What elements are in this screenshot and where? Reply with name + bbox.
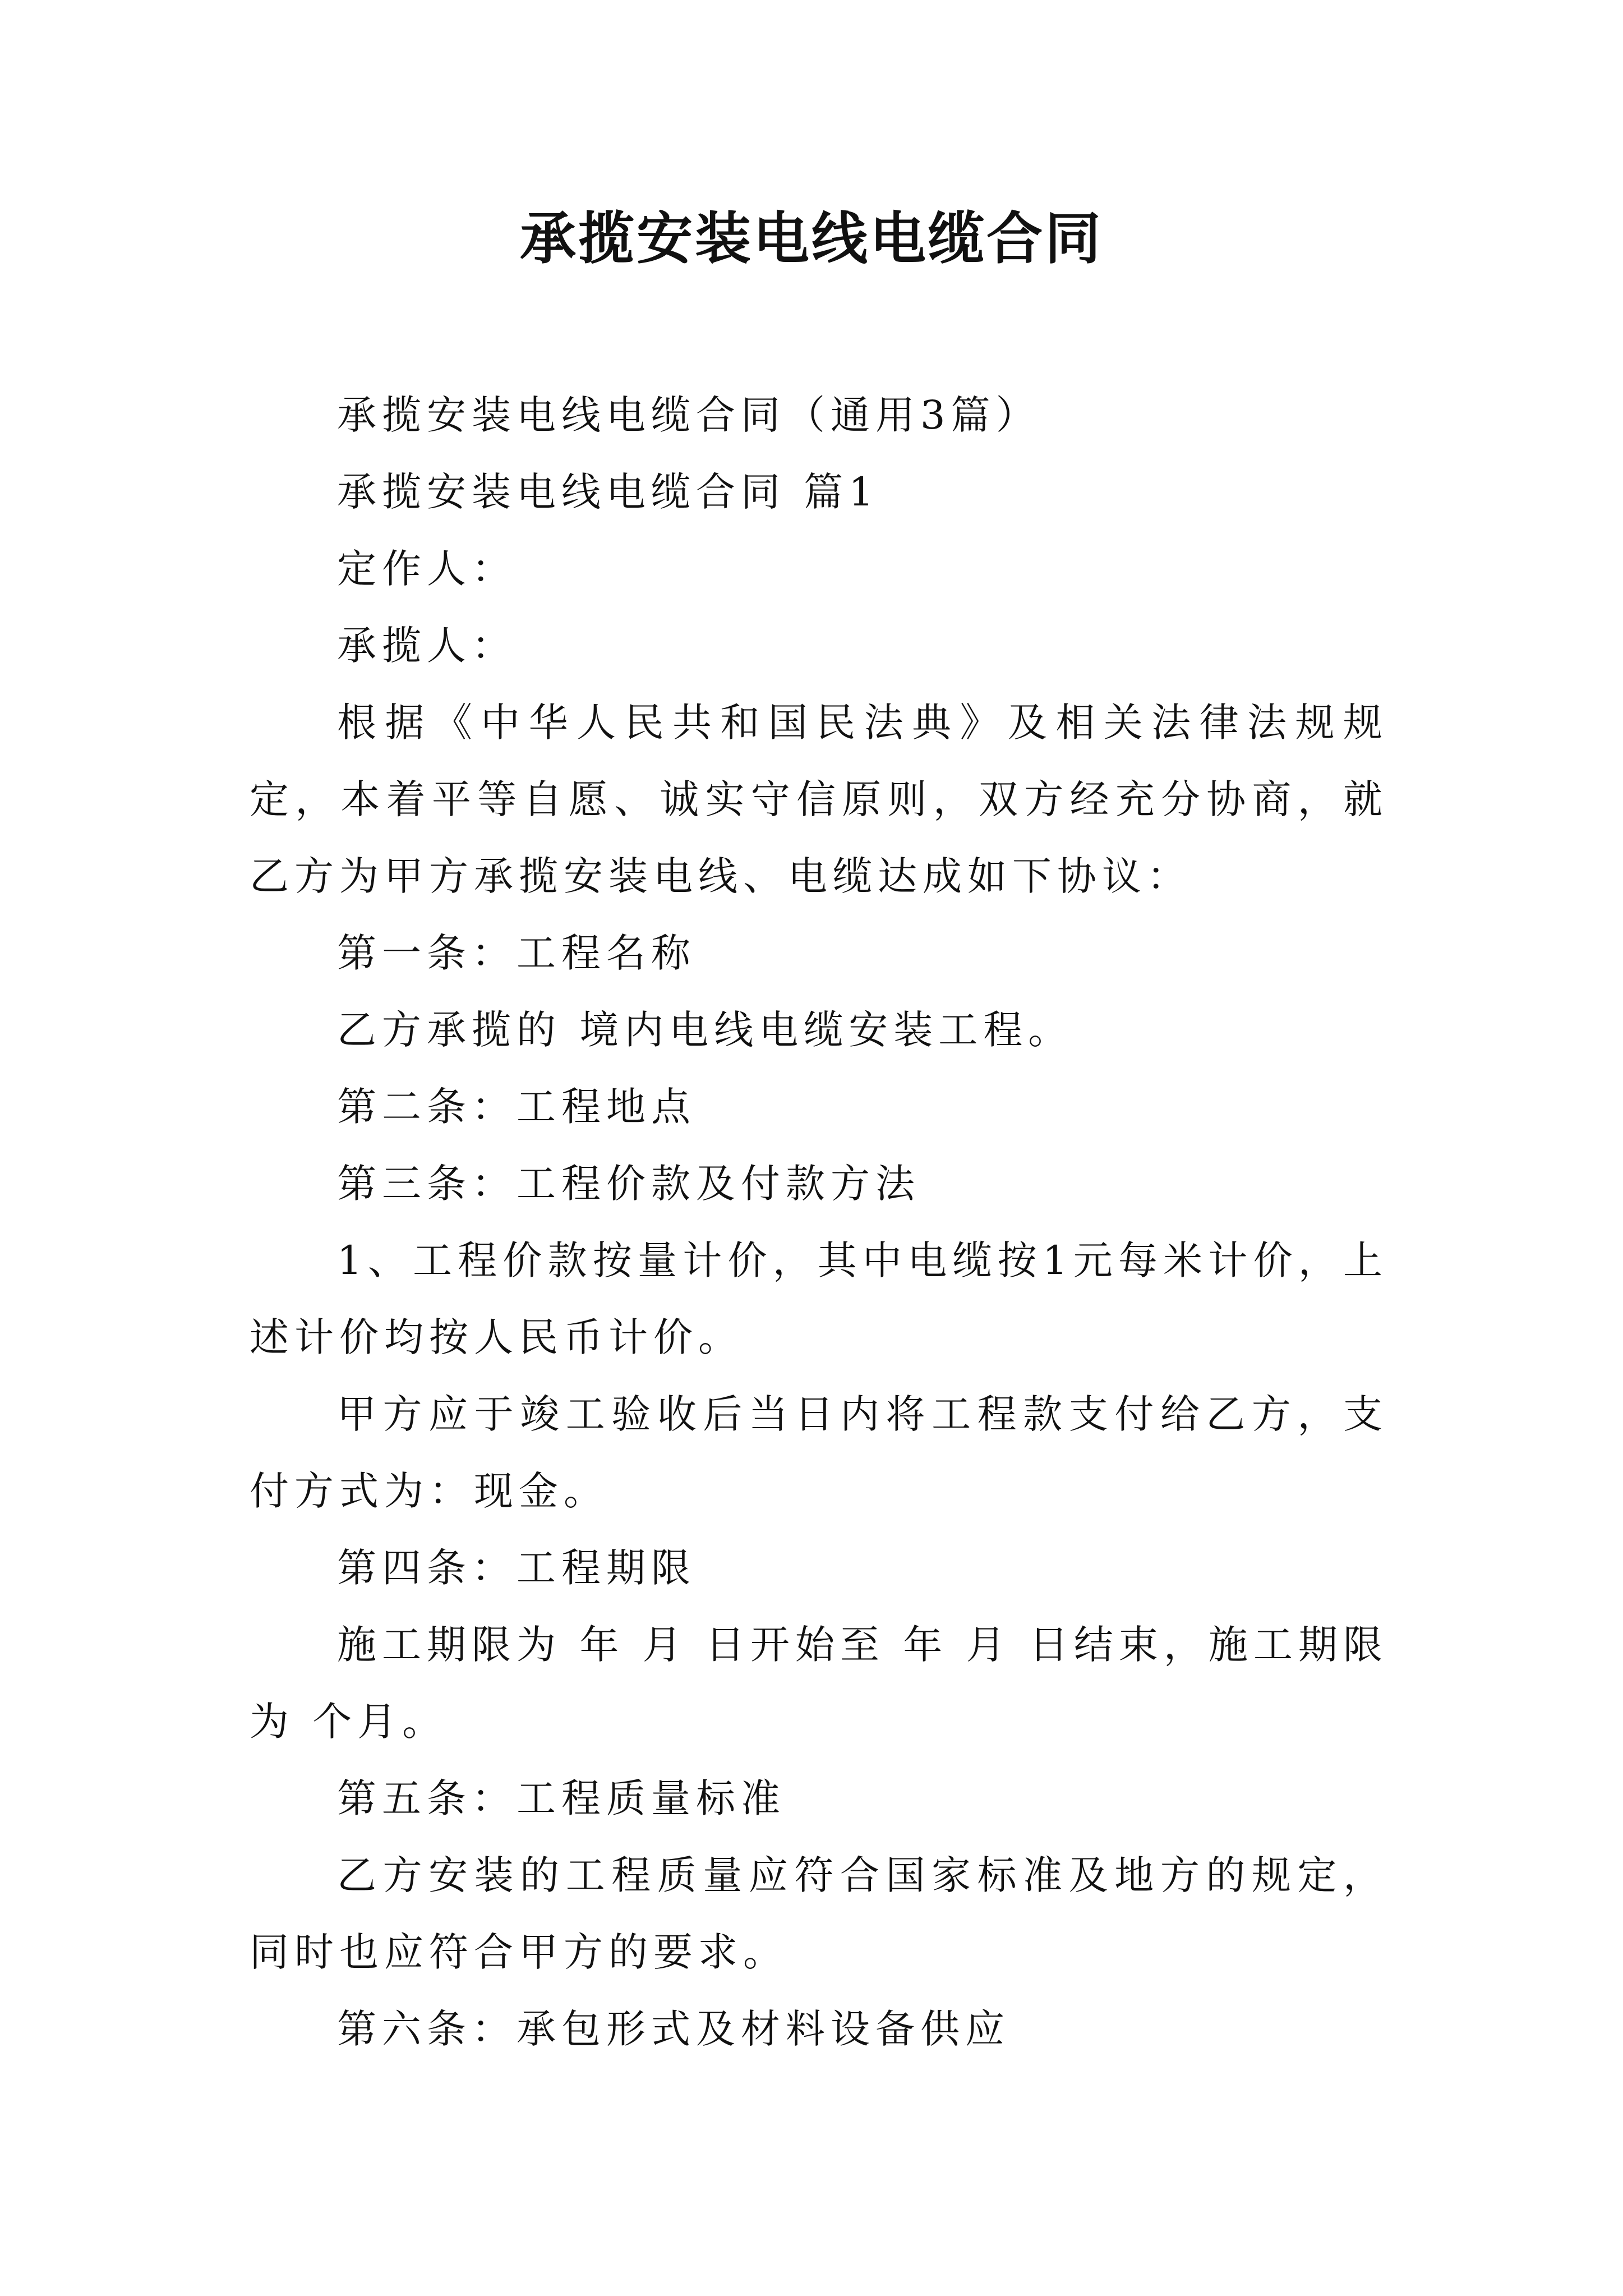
document-title: 承揽安装电线电缆合同 [520, 205, 1103, 272]
paragraph-party-contractor: 承揽人： [337, 623, 517, 669]
article-3-payment: 甲方应于竣工验收后当日内将工程款支付给乙方，支付方式为：现金。 [250, 1391, 1388, 1514]
paragraph-party-client: 定作人： [337, 546, 517, 592]
article-6-heading: 第六条：承包形式及材料设备供应 [337, 2006, 1010, 2052]
article-2-heading: 第二条：工程地点 [337, 1084, 696, 1130]
article-5-heading: 第五条：工程质量标准 [337, 1775, 786, 1821]
article-3-clause-1: 1、工程价款按量计价，其中电缆按1元每米计价，上述计价均按人民币计价。 [250, 1237, 1388, 1360]
paragraph-subtitle: 承揽安装电线电缆合同（通用3篇） [337, 392, 1041, 438]
article-1-text: 乙方承揽的 境内电线电缆安装工程。 [337, 1007, 1073, 1053]
article-3-heading: 第三条：工程价款及付款方法 [337, 1161, 920, 1207]
article-1-heading: 第一条：工程名称 [337, 930, 696, 976]
paragraph-preamble: 根据《中华人民共和国民法典》及相关法律法规规定，本着平等自愿、诚实守信原则，双方经充分协商，就乙方为甲方承揽安装电线、电缆达成如下协议： [250, 700, 1388, 899]
document-body [250, 377, 1388, 2068]
article-4-heading: 第四条：工程期限 [337, 1545, 696, 1591]
paragraph-section-heading: 承揽安装电线电缆合同 篇1 [337, 469, 879, 515]
article-4-text: 施工期限为 年 月 日开始至 年 月 日结束，施工期限为 个月。 [250, 1622, 1388, 1745]
article-5-text: 乙方安装的工程质量应符合国家标准及地方的规定，同时也应符合甲方的要求。 [250, 1852, 1388, 1975]
